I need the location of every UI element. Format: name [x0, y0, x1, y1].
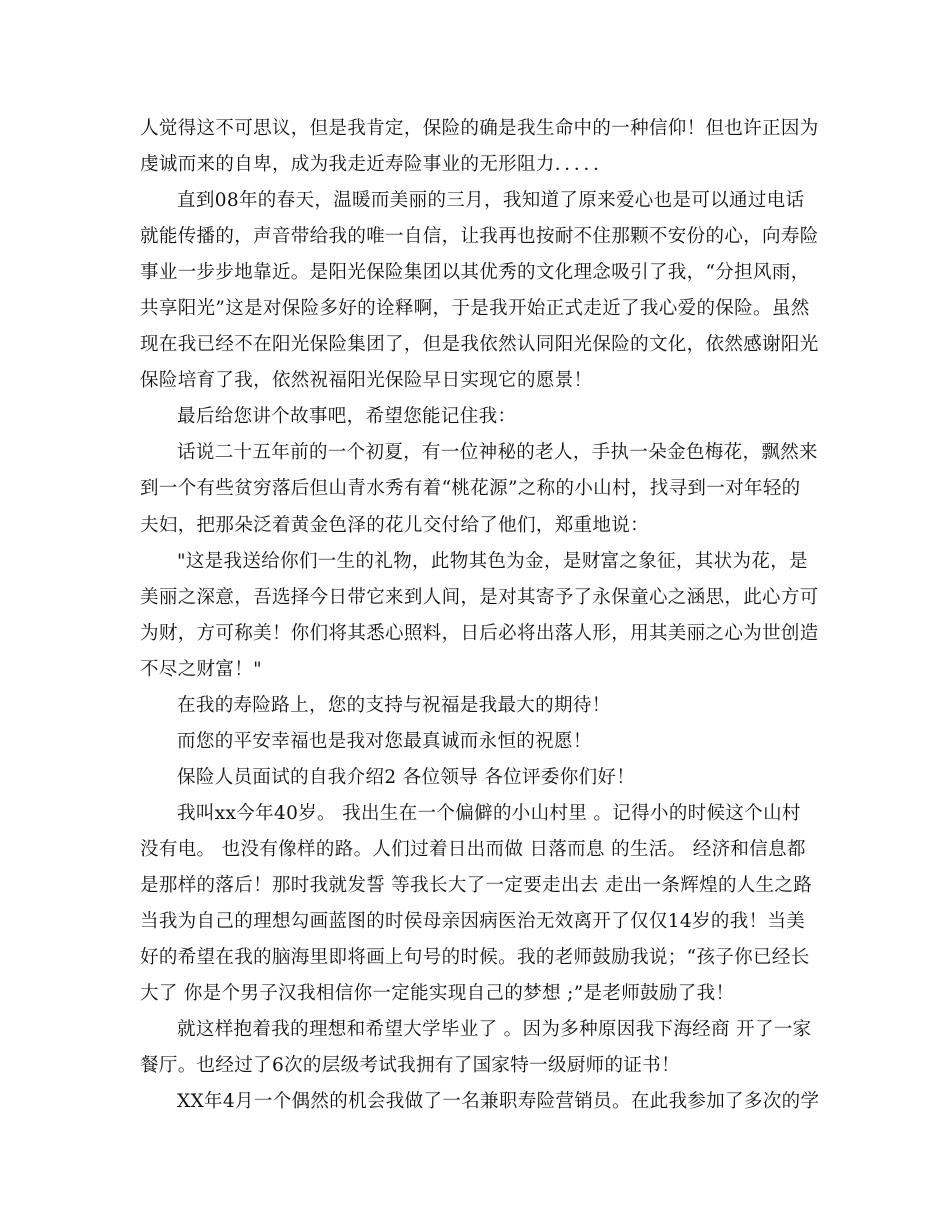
text-line: 我叫xx今年40岁。 我出生在一个偏僻的小山村里 。记得小的时候这个山村: [177, 802, 801, 824]
text-line: 事业一步步地靠近。是阳光保险集团以其优秀的文化理念吸引了我，“分担风雨，: [140, 262, 810, 284]
text-line: 就能传播的，声音带给我的唯一自信，让我再也按耐不住那颗不安份的心，向寿险: [140, 226, 819, 248]
text-line: 好的希望在我的脑海里即将画上句号的时候。我的老师鼓励我说；“孩子你已经长: [140, 947, 810, 969]
text-line: XX年4月一个偶然的机会我做了一名兼职寿险营销员。在此我参加了多次的学: [177, 1091, 820, 1113]
text-line: 在我的寿险路上，您的支持与祝福是我最大的期待！: [177, 694, 611, 716]
text-line: "这是我送给你们一生的礼物，此物其色为金，是财富之象征，其状为花，是: [177, 550, 808, 572]
text-line: 美丽之深意，吾选择今日带它来到人间，是对其寄予了永保童心之涵思，此心方可: [140, 586, 819, 608]
text-line: 直到08年的春天，温暖而美丽的三月，我知道了原来爱心也是可以通过电话: [177, 190, 805, 212]
text-line: 保险人员面试的自我介绍2 各位领导 各位评委你们好！: [177, 766, 636, 788]
document-body: [140, 114, 820, 1123]
text-line: 而您的平安幸福也是我对您最真诚而永恒的祝愿！: [177, 730, 592, 752]
text-line: 当我为自己的理想勾画蓝图的时侯母亲因病医治无效离开了仅仅14岁的我！当美: [140, 911, 806, 933]
text-line: 现在我已经不在阳光保险集团了，但是我依然认同阳光保险的文化，依然感谢阳光: [140, 334, 819, 356]
text-line: 保险培育了我，依然祝福阳光保险早日实现它的愿景！: [140, 370, 593, 392]
text-line: 最后给您讲个故事吧，希望您能记住我：: [177, 406, 517, 428]
text-line: 话说二十五年前的一个初夏，有一位神秘的老人，手执一朵金色梅花，飘然来: [177, 442, 818, 464]
text-line: 没有电。 也没有像样的路。人们过着日出而做 日落而息 的生活。 经济和信息都: [140, 838, 806, 860]
text-line: 是那样的落后！那时我就发誓 等我长大了一定要走出去 走出一条辉煌的人生之路: [140, 874, 813, 896]
text-line: 共享阳光”这是对保险多好的诠释啊，于是我开始正式走近了我心爱的保险。虽然: [140, 298, 810, 320]
text-line: 夫妇，把那朵泛着黄金色泽的花儿交付给了他们，郑重地说：: [140, 514, 649, 536]
text-line: 为财，方可称美！你们将其悉心照料，日后必将出落人形，用其美丽之心为世创造: [140, 622, 819, 644]
text-line: 不尽之财富！": [140, 658, 262, 680]
text-line: 人觉得这不可思议，但是我肯定，保险的确是我生命中的一种信仰！但也许正因为: [140, 118, 819, 139]
text-line: 餐厅。也经过了6次的层级考试我拥有了国家特一级厨师的证书！: [140, 1055, 680, 1077]
text-line: 大了 你是个男子汉我相信你一定能实现自己的梦想 ;”是老师鼓励了我！: [140, 983, 735, 1005]
text-line: 虔诚而来的自卑，成为我走近寿险事业的无形阻力．．．．．: [140, 154, 612, 176]
text-line: 就这样抱着我的理想和希望大学毕业了 。因为多种原因我下海经商 开了一家: [177, 1019, 812, 1041]
text-line: 到一个有些贫穷落后但山青水秀有着“桃花源”之称的小山村，找寻到一对年轻的: [140, 478, 801, 500]
